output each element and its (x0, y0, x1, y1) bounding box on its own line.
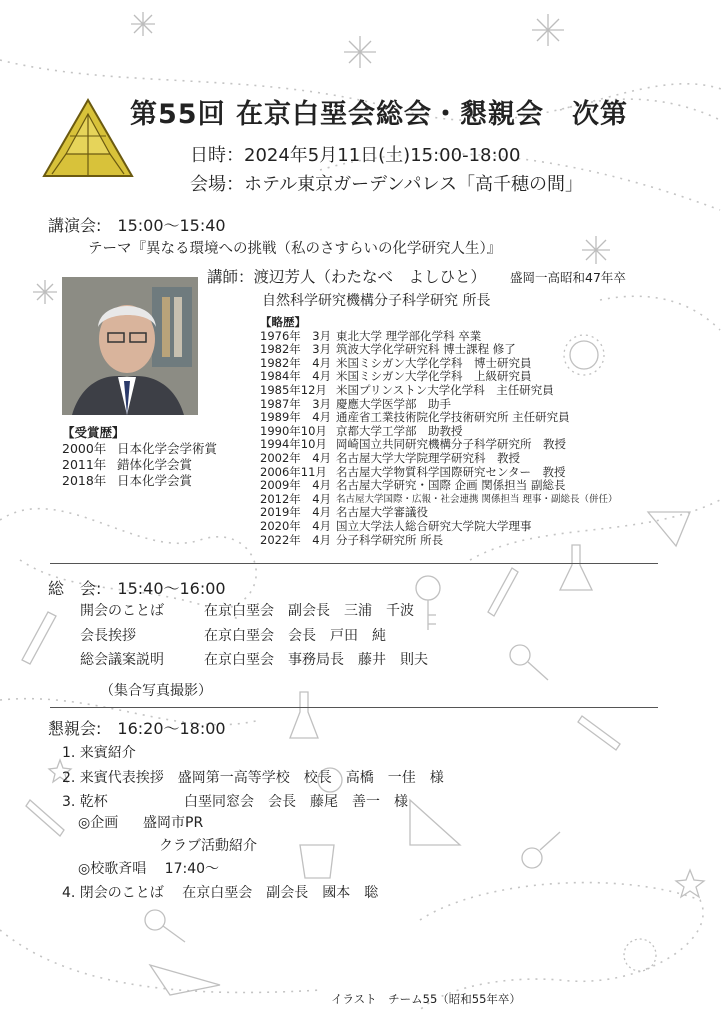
agenda-item-label: 会長挨拶 (80, 628, 136, 644)
history-date: 2002年 4月 (260, 450, 332, 465)
snowflake-icon (344, 36, 376, 68)
history-row (260, 493, 618, 507)
speaker-note: 盛岡一高昭和47年卒 (510, 270, 626, 285)
award-row (62, 473, 217, 489)
history-row (260, 506, 618, 520)
history-text: 名古屋大学研究・国際 企画 関係担当 副総長 (336, 478, 566, 493)
triangle-ruler-icon (410, 800, 460, 845)
flask-icon (290, 692, 318, 738)
history-date: 1982年 4月 (260, 355, 332, 370)
history-row (260, 452, 618, 466)
event-venue: 会場：ホテル東京ガーデンパレス「高千穂の間」 (190, 174, 583, 195)
history-row (260, 370, 618, 384)
history-date: 2022年 4月 (260, 532, 332, 547)
history-text: 米国ミシガン大学化学科 博士研究員 (336, 355, 532, 370)
history-date: 2009年 4月 (260, 478, 332, 493)
plan-text-1: 盛岡市PR (143, 815, 204, 831)
party-item-4: 4. 閉会のことば 在京白堊会 副会長 國本 聡 (62, 885, 379, 901)
history-row (260, 438, 618, 452)
history-row (260, 330, 618, 344)
pencil-icon (26, 800, 64, 836)
flask-icon (560, 545, 592, 590)
history-text: 分子科学研究所 所長 (336, 532, 444, 547)
history-text: 国立大学法人総合研究大学院大学理事 (336, 518, 532, 533)
key-icon (145, 910, 185, 942)
page-title: 第55回 在京白堊会総会・懇親会 次第 (130, 99, 628, 130)
agenda-item-label: 総会議案説明 (80, 652, 164, 668)
history-date: 2012年 4月 (260, 491, 332, 506)
snowflake-icon (33, 280, 57, 304)
award-row (62, 457, 217, 473)
history-text: 通産省工業技術院化学技術研究所 主任研究員 (336, 410, 570, 425)
history-text: 名古屋大学審議役 (336, 505, 428, 520)
award-year: 2018年 (62, 473, 107, 488)
history-date: 2006年11月 (260, 464, 327, 479)
agenda-item-person: 在京白堊会 事務局長 藤井 則夫 (204, 652, 428, 668)
history-date: 1989年 4月 (260, 410, 332, 425)
history-text: 名古屋大学物質科学国際研究センター 教授 (336, 464, 566, 479)
history-text: 岡崎国立共同研究機構分子科学研究所 教授 (336, 437, 566, 452)
school-song: ◎校歌斉唱 17:40〜 (78, 861, 220, 877)
illustration-credit: イラスト チーム55（昭和55年卒） (331, 992, 521, 1006)
general-meeting-heading: 総 会: 15:40〜16:00 (48, 579, 226, 598)
party-item-2: 2. 来賓代表挨拶 盛岡第一高等学校 校長 高橋 一佳 様 (62, 770, 444, 786)
award-text: 日本化学会賞 (117, 473, 193, 488)
awards-list (62, 425, 217, 489)
plan-label: ◎企画 (78, 815, 119, 831)
party-item-3: 3. 乾杯 (62, 794, 108, 810)
history-text: 筑波大学化学研究科 博士課程 修了 (336, 342, 516, 357)
award-year: 2011年 (62, 457, 107, 472)
key-icon (416, 576, 440, 630)
awards-label: 【受賞歴】 (62, 425, 125, 440)
history-row (260, 479, 618, 493)
history-text: 東北大学 理学部化学科 卒業 (336, 328, 482, 343)
party-item-1: 1. 来賓紹介 (62, 745, 136, 761)
history-row (260, 425, 618, 439)
history-label: 【略歴】 (260, 315, 306, 329)
career-history (260, 316, 618, 547)
history-row (260, 384, 618, 398)
lecture-theme: テーマ『異なる環境への挑戦（私のさすらいの化学研究人生）』 (88, 241, 502, 257)
snowflake-icon (131, 12, 155, 36)
history-text: 名古屋大学大学院理学研究科 教授 (336, 450, 520, 465)
history-date: 1984年 4月 (260, 369, 332, 384)
pencil-icon (488, 568, 518, 616)
history-date: 2020年 4月 (260, 518, 332, 533)
agenda-item-person: 在京白堊会 会長 戸田 純 (204, 628, 386, 644)
award-row (62, 441, 217, 457)
section-divider (50, 563, 658, 564)
triangle-ruler-icon (150, 965, 220, 995)
beaker-icon (300, 845, 334, 878)
award-text: 錯体化学会賞 (117, 457, 193, 472)
snowflake-icon (532, 14, 564, 46)
pencil-icon (578, 716, 620, 750)
star-icon (676, 870, 704, 897)
history-row (260, 411, 618, 425)
triangle-ruler-icon (648, 512, 690, 546)
event-date: 日時：2024年5月11日(土)15:00-18:00 (190, 145, 521, 166)
photo-note: （集合写真撮影） (100, 683, 212, 699)
history-text: 米国プリンストン大学化学科 主任研究員 (336, 382, 554, 397)
history-text: 米国ミシガン大学化学科 上級研究員 (336, 369, 532, 384)
history-row (260, 357, 618, 371)
history-date: 1976年 3月 (260, 328, 332, 343)
speaker-affiliation: 自然科学研究機構分子科学研究 所長 (262, 293, 491, 309)
history-row (260, 466, 618, 480)
history-row (260, 520, 618, 534)
history-row (260, 534, 618, 548)
history-date: 2019年 4月 (260, 505, 332, 520)
agenda-item-person: 在京白堊会 副会長 三浦 千波 (204, 603, 414, 619)
school-emblem-icon (40, 96, 136, 182)
lecture-heading: 講演会: 15:00〜15:40 (48, 216, 226, 235)
lecture-speaker: 講師：渡辺芳人（わたなべ よしひと） (207, 268, 487, 286)
history-text: 京都大学工学部 助教授 (336, 423, 463, 438)
history-date: 1985年12月 (260, 382, 327, 397)
party-heading: 懇親会: 16:20〜18:00 (48, 719, 226, 738)
key-icon (522, 832, 560, 868)
history-date: 1987年 3月 (260, 396, 332, 411)
key-icon (510, 645, 548, 680)
award-text: 日本化学会学術賞 (117, 441, 218, 456)
history-date: 1994年10月 (260, 437, 327, 452)
party-item-3-person: 白堊同窓会 会長 藤尾 善一 様 (184, 794, 408, 810)
plan-text-2: クラブ活動紹介 (159, 838, 257, 854)
history-date: 1990年10月 (260, 423, 327, 438)
agenda-item-label: 開会のことば (80, 603, 164, 619)
history-text: 慶應大学医学部 助手 (336, 396, 451, 411)
history-row (260, 343, 618, 357)
snowflake-icon (582, 236, 610, 264)
section-divider (50, 707, 658, 708)
history-text: 名古屋大学国際・広報・社会連携 関係担当 理事・副総長（併任） (336, 493, 618, 505)
pencil-icon (22, 612, 56, 664)
speaker-photo (62, 277, 198, 415)
award-year: 2000年 (62, 441, 107, 456)
history-date: 1982年 3月 (260, 342, 332, 357)
history-row (260, 398, 618, 412)
